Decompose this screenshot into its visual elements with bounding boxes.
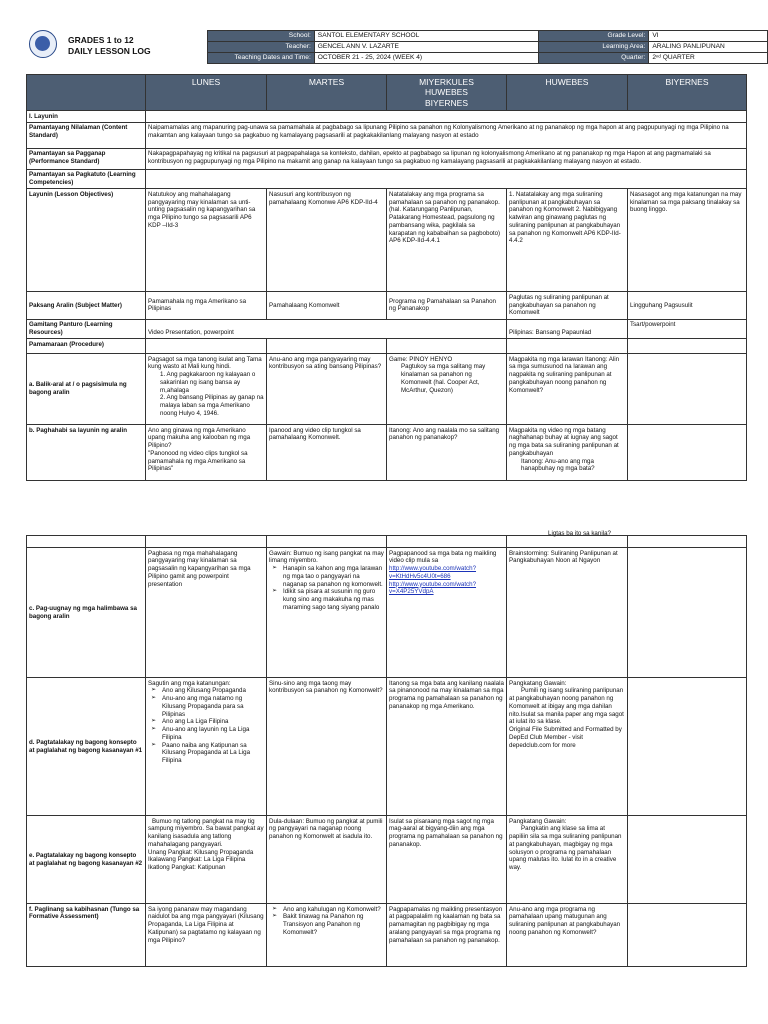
step-f-thu: Anu-ano ang mga programa ng pamahalaan upang matugunan ang suliraning panlipunan at pangkabuhayan noong panahon ng Komonwelt? [507,904,628,967]
lesson-log-table-page2 [26,535,747,967]
lesson-objectives-label: Layunin (Lesson Objectives) [27,189,146,292]
step-d-mon: Sagutin ang mga katanungan: ➢ Ano ang Kilusang Propaganda ➢ Anu-ano ang mga natamo ng Kilusang Propaganda para sa Pilipinas ➢ Ano ang La Liga Filipina ➢ Anu-ano ang layunin ng La Liga Filipina ➢ Paano naiba ang Katipunan sa Kilusang Propaganda at La Liga Filipina [146,678,267,816]
step-a-wed: Game: PINOY HENYO Pagtukoy sa mga salitang may kinalaman sa panahon ng Komonwelt (hal. Cooper Act, McArthur, Quezon) [387,354,507,425]
learning-resources-label: Gamitang Panturo (Learning Resources) [27,319,146,339]
subject-tue: Pamahalaang Komonwelt [267,292,387,319]
step-c-thu: Brainstorming: Suliraning Panlipunan at Pangkabuhayan Noon at Ngayon [507,548,628,678]
teacher-label: Teacher: [208,42,315,53]
school-value: SANTOL ELEMENTARY SCHOOL [314,31,538,42]
day-header-tue: MARTES [267,75,387,111]
resources-fri: Tsart/powerpoint [628,319,747,339]
step-a-thu: Magpakita ng mga larawan Itanong: Alin sa mga sumusunod na larawan ang nagpakita ng suliraning panlipunan at pangkabuhayan noong panahon ng Komonwelt? [507,354,628,425]
day-header-fri: BIYERNES [628,75,747,111]
resources-mon: Video Presentation, powerpoint [146,319,507,339]
grade-value: VI [649,31,768,42]
procedure-label: Pamamaraan (Procedure) [27,339,146,354]
content-standard-text: Naipamamalas ang mapanuring pag-unawa sa pamamahala at pagbabago sa lipunang Pilipino sa panahon ng Kolonyalismong Amerikano at ng pananakop ng mga hapon at ang pagpupunyagi ng mga Pilipino na makamtan ang kalayaan tungo sa pagkabuo ng kamalayang pagsasarili at pagkakakilanlang malayang nasyon at estado [146,122,747,148]
objectives-thu: 1. Natatalakay ang mga suliraning panlipunan at pangkabuhayan sa panahon ng Komonwelt 2. Nabibigyang katwiran ang ginawang paglutas ng suliraning panlipunan at pangkabuhayan sa panahon ng Komonwelt AP6 KDP-IId-4.4.2 [507,189,628,292]
step-f-wed: Pagpapamalas ng maikling presentasyon at pagpapalalim ng kaalaman ng bata sa pamamagitan ng pagbibigay ng mga aralang pangyayari sa mga programa ng pamahalaan sa panahon ng pananakop. [387,904,507,967]
step-e-thu: Pangkatang Gawain: Pangkatin ang klase sa lima at papiliin sila sa mga suliraning panlipunan at pangkabuhayan, magbigay ng mga solusyon o programa ng pamahalaan upang malutas ito. Iulat ito in a creative way. [507,816,628,904]
youtube-link-2[interactable]: http://www.youtube.com/watch?v=X4P25YVdpA [389,580,477,596]
subject-fri: Lingguhang Pagsusulit [628,292,747,319]
step-b-mon: Ano ang ginawa ng mga Amerikano upang makuha ang kalooban ng mga Pilipino? "Panonood ng video clips tungkol sa pamamahala ng mga Amerikano sa Pilipinas" [146,425,267,481]
day-header-wed: MIYERKULES HUWEBES BIYERNES [387,75,507,111]
quarter-value: 2ⁿᵈ QUARTER [649,53,768,64]
dates-label: Teaching Dates and Time: [208,53,315,64]
subject-thu: Paglutas ng suliraning panlipunan at pangkabuhayan sa panahon ng Komonwelt [507,292,628,319]
step-c-wed: Pagpapanood sa mga bata ng maikling video clip mula sa http://www.youtube.com/watch?v=KtHdHv5c4U0t=686 http://www.youtube.com/watch?v=X4P25YVdpA [387,548,507,678]
area-label: Learning Area: [538,42,648,53]
day-header-mon: LUNES [146,75,267,111]
subject-mon: Pamamahala ng mga Amerikano sa Pilipinas [146,292,267,319]
document-title: GRADES 1 to 12 DAILY LESSON LOG [68,35,151,57]
objectives-mon: Natutukoy ang mahahalagang pangyayaring may kinalaman sa unti-unting pagsasalin ng kapangyarihan sa mga Pilipino tungo sa pagsasarili AP6 KDP –IId-3 [146,189,267,292]
step-c-tue: Gawain: Bumuo ng isang pangkat na may limang miyembro. ➢ Hanapin sa kahon ang mga larawan ng mga tao o pangyayari na naganap sa panahon ng komonwelt. ➢ Idikit sa pisara at susunin ng guro kung sino ang makakuha ng mas maraming sago tang siyang panalo [267,548,387,678]
step-f-label: f. Paglinang sa kabihasnan (Tungo sa Formative Assessment) [27,904,146,967]
deped-seal-logo [29,30,57,58]
step-b-label: b. Paghahabi sa layunin ng aralin [27,425,146,481]
learning-competencies-label: Pamantayan sa Pagkatuto (Learning Competencies) [27,169,146,189]
step-f-tue: ➢ Ano ang kahulugan ng Komonwelt? ➢ Bakit tinawag na Panahon ng Transisyon ang Panahon ng Komonwelt? [267,904,387,967]
bullet-arrow-icon: ➢ Hanapin sa kahon ang mga larawan ng mga tao o pangyayari na naganap sa panahon ng komonwelt. [269,565,384,588]
objectives-wed: Natatalakay ang mga programa sa pamahalaan sa panahon ng pananakop. (hal. Katarungang Panlipunan, Patakarang Homestead, pagsulong ng pambansang wika, pagkilala sa karapatan ng kababaihan sa pagboboto) AP6 KDP-IId-4.4.1 [387,189,507,292]
teacher-value: GENCEL ANN V. LAZARTE [314,42,538,53]
step-a-label: a. Balik-aral at / o pagsisimula ng bagong aralin [27,354,146,425]
school-label: School: [208,31,315,42]
performance-standard-text: Nakapagpapahayag ng kritikal na pagsusuri at pagpapahalaga sa konteksto, dahilan, epekto at pagbabago sa lipunan ng kolonyalismong Amerikano at ng pananakop ng mga Hapon at ang pagmamalaki sa kontribusyon ng pagpupunyagi ng mga Pilipino na makamit ang ganap na kalayaan tungo sa pagkabuo ng kamalayang pagsasarili at pagkakakilanlang malayang nasyon at estado. [146,148,747,169]
step-b-tue: Ipanood ang video clip tungkol sa pamahalaang Komonwelt. [267,425,387,481]
step-d-tue: Sinu-sino ang mga taong may kontribusyon sa panahon ng Komonwelt? [267,678,387,816]
step-a-tue: Anu-ano ang mga pangyayaring may kontribusyon sa ating bansang Pilipinas? [267,354,387,425]
step-b-thu: Magpakita ng video ng mga batang naghahanap buhay at iugnay ang sagot ng mga bata sa suliraning panlipunan at pangkabuhayan Itanong: Anu-ano ang mga hanapbuhay ng mga bata? [507,425,628,481]
grade-label: Grade Level: [538,31,648,42]
step-a-mon: Pagsagot sa mga tanong isulat ang Tama kung wasto at Mali kung hindi. 1. Ang pagkakaroon ng kalayaan o sakarinlan ng isang bansa ay m,ahalaga 2. Ang bansang Pilipinas ay ganap na malaya laban sa mga Amerikano noong Hulyo 4, 1946. [146,354,267,425]
objectives-tue: Nasusuri ang kontribusyon ng pamahalaang Komonwe AP6 KDP-IId-4 [267,189,387,292]
youtube-link-1[interactable]: http://www.youtube.com/watch?v=KtHdHv5c4U0t=686 [389,565,477,580]
content-standard-label: Pamantayang Nilalaman (Content Standard) [27,122,146,148]
quarter-label: Quarter: [538,53,648,64]
step-e-wed: Isulat sa pisaraang mga sagot ng mga mag-aaral at bigyang-diin ang mga programa ng pamahalaan sa panahon ng pananakop. [387,816,507,904]
step-d-wed: Itanong sa mga bata ang kanilang naalala sa pinanonood na may kinalaman sa mga programa ng pamahalaan sa panahon ng pananakop ng mga Amerikano. [387,678,507,816]
step-e-label: e. Pagtatalakay ng bagong konsepto at paglalahat ng bagong kasanayan #2 [27,816,146,904]
step-d-thu: Pangkatang Gawain: Pumili ng isang suliraning panlipunan at pangkabuhayan noong panahon ng Komonwelt at ibigay ang mga dahilan nito.Isulat sa manila paper ang mga sagot at iulat ito sa klase. Original File Submitted and Formatted by DepEd Club Member - visit depedclub.com for more [507,678,628,816]
subject-wed: Programa ng Pamahalaan sa Panahon ng Pananakop [387,292,507,319]
objectives-fri: Nasasagot ang mga katanungan na may kinalaman sa mga paksang tinalakay sa buong linggo. [628,189,747,292]
header-info-table [207,30,768,64]
performance-standard-label: Pamantayan sa Pagganap (Performance Standard) [27,148,146,169]
area-value: ARALING PANLIPUNAN [649,42,768,53]
step-b-wed: Itanong: Ano ang naalala mo sa salitang panahon ng pananakop? [387,425,507,481]
resources-thu: Pilipinas: Bansang Papaunlad [507,319,628,339]
day-header-thu: HUWEBES [507,75,628,111]
step-d-label: d. Pagtatalakay ng bagong konsepto at paglalahat ng bagong kasanayan #1 [27,678,146,816]
step-c-label: c. Pag-uugnay ng mga halimbawa sa bagong aralin [27,548,146,678]
dates-value: OCTOBER 21 - 25, 2024 (WEEK 4) [314,53,538,64]
corner-cell [27,75,146,111]
step-c-mon: Pagbasa ng mga mahahalagang pangyayaring may kinalaman sa pagsasalin ng kapangyarihan sa mga Pilipino gamit ang powerpoint presentation [146,548,267,678]
lesson-log-table-page1 [26,74,747,481]
step-e-tue: Dula-dulaan: Bumuo ng pangkat at pumili ng pangyayari na naganap noong panahon ng Komonwelt at isadula ito. [267,816,387,904]
section-layunin: I. Layunin [27,111,146,123]
step-f-mon: Sa iyong pananaw may magandang naidulot ba ang mga pangyayari (Kilusang Propaganda, La Liga Filipina at Katipunan) sa pagtatamo ng kalayaan ng mga Pilipino? [146,904,267,967]
carryover-question: Ligtas ba ito sa kanila? [548,530,611,537]
step-e-mon: Bumuo ng tatlong pangkat na may tig sampung miyembro. Sa bawat pangkat ay kanilang isasadula ang tatlong mahahalagang pangyayari. Unang Pangkat: Kilusang Propaganda Ikalawang Pangkat: La Liga Filipina Ikatlong Pangkat: Katipunan [146,816,267,904]
subject-matter-label: Paksang Aralin (Subject Matter) [27,292,146,319]
